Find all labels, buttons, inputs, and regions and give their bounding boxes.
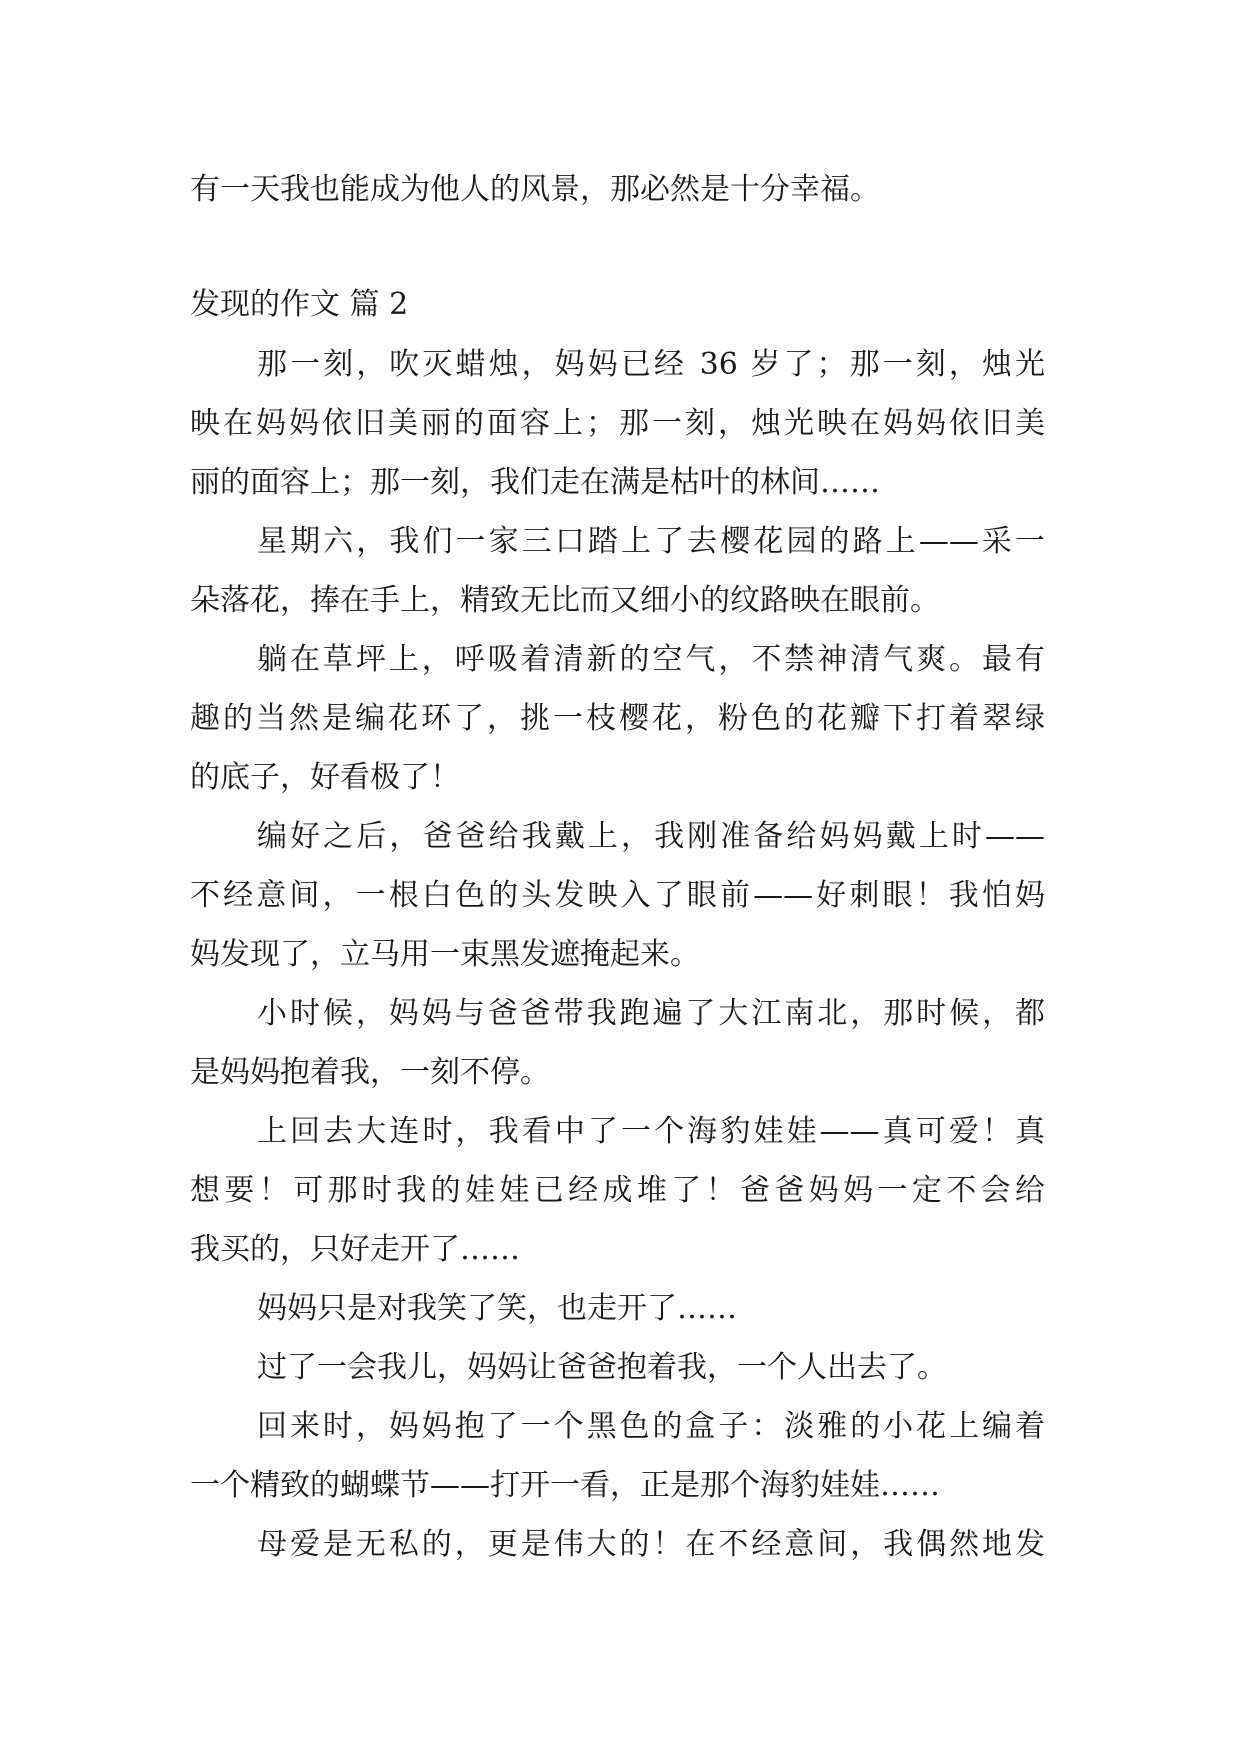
paragraph-line: 趣的当然是编花环了，挑一枝樱花，粉色的花瓣下打着翠绿 [190, 701, 1045, 736]
paragraph-line: 不经意间，一根白色的头发映入了眼前——好刺眼！我怕妈 [190, 878, 1045, 913]
paragraph-line: 母爱是无私的，更是伟大的！在不经意间，我偶然地发 [257, 1527, 1045, 1562]
paragraph-line: 有一天我也能成为他人的风景，那必然是十分幸福。 [190, 172, 880, 207]
paragraph-line: 上回去大连时，我看中了一个海豹娃娃——真可爱！真 [257, 1114, 1045, 1149]
paragraph-line: 回来时，妈妈抱了一个黑色的盒子：淡雅的小花上编着 [257, 1409, 1045, 1444]
paragraph-line: 丽的面容上；那一刻，我们走在满是枯叶的林间…… [190, 465, 880, 500]
paragraph-line: 一个精致的蝴蝶节——打开一看，正是那个海豹娃娃…… [190, 1468, 940, 1503]
paragraph-line: 小时候，妈妈与爸爸带我跑遍了大江南北，那时候，都 [257, 996, 1045, 1031]
paragraph-line: 躺在草坪上，呼吸着清新的空气，不禁神清气爽。最有 [257, 642, 1045, 677]
paragraph-line: 那一刻，吹灭蜡烛，妈妈已经 36 岁了；那一刻，烛光 [257, 347, 1045, 382]
paragraph-line: 妈妈只是对我笑了笑，也走开了…… [257, 1291, 737, 1326]
paragraph-line: 我买的，只好走开了…… [190, 1232, 520, 1267]
paragraph-line: 过了一会我儿，妈妈让爸爸抱着我，一个人出去了。 [257, 1350, 947, 1385]
paragraph-line: 是妈妈抱着我，一刻不停。 [190, 1055, 550, 1090]
paragraph-line: 的底子，好看极了！ [190, 760, 460, 795]
paragraph-line: 妈发现了，立马用一束黑发遮掩起来。 [190, 937, 700, 972]
paragraph-line: 朵落花，捧在手上，精致无比而又细小的纹路映在眼前。 [190, 583, 940, 618]
paragraph-line: 映在妈妈依旧美丽的面容上；那一刻，烛光映在妈妈依旧美 [190, 406, 1045, 441]
paragraph-line: 编好之后，爸爸给我戴上，我刚准备给妈妈戴上时—— [257, 819, 1045, 854]
paragraph-line: 想要！可那时我的娃娃已经成堆了！爸爸妈妈一定不会给 [190, 1173, 1045, 1208]
paragraph-line: 星期六，我们一家三口踏上了去樱花园的路上——采一 [257, 524, 1045, 559]
section-heading: 发现的作文 篇 2 [190, 287, 409, 322]
